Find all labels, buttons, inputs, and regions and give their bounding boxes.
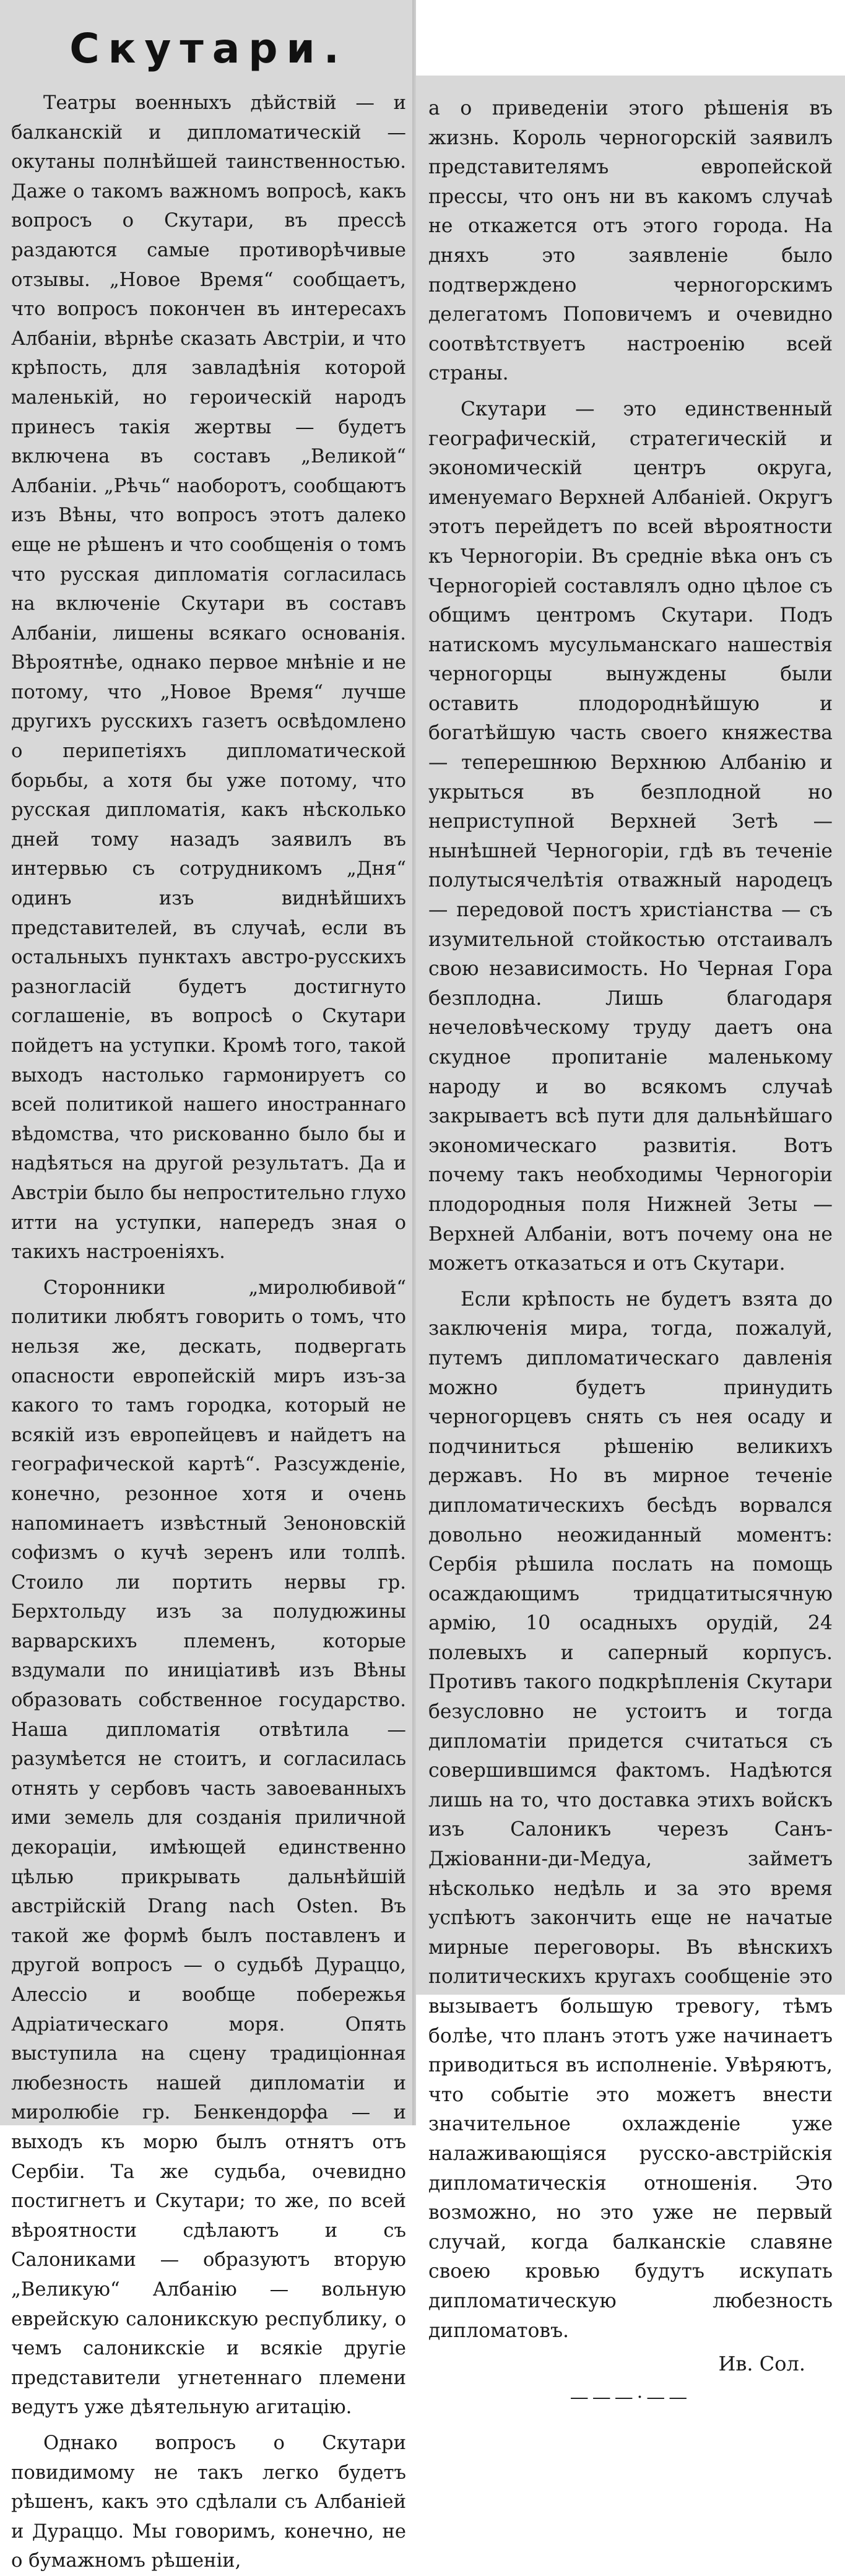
- left-column-clipping: [0, 0, 414, 2572]
- article-paragraph: Если крѣпость не будетъ взята до заключенія мира, тогда, пожалуй, путемъ дипломатическаго давленія можно будетъ принудить черногорцевъ снять съ нея осаду и подчиниться рѣшенію великихъ державъ. Но въ мирное теченіе дипломатическихъ бесѣдъ ворвался довольно неожиданный моментъ: Сербія рѣшила послать на помощь осаждающимъ тридцатитысячную армію, 10 осадныхъ орудій, 24 полевыхъ и саперный корпусъ. Противъ такого подкрѣпленія Скутари безусловно не устоитъ и тогда дипломатіи придется считаться съ совершившимся фактомъ. Надѣются лишь на то, что доставка этихъ войскъ изъ Салоникъ черезъ Санъ-Джіованни-ди-Медуа, займетъ нѣсколько недѣль и за это время успѣютъ закончить еще не начатые мирные переговоры. Въ вѣнскихъ политическихъ кругахъ сообщеніе это вызываетъ большую тревогу, тѣмъ болѣе, что планъ этотъ уже начинаетъ приводиться въ исполненіе. Увѣряютъ, что событіе это можетъ внести значительное охлажденіе уже налаживающіяся русско-австрійскія дипломатическія отношенія. Это возможно, но это уже не первый случай, когда балканскіе славяне своею кровью будутъ искупать дипломатическую любезность дипломатовъ.: [428, 1288, 833, 2342]
- article-paragraph: Скутари — это единственный географическій, стратегическій и экономическій центръ округа, именуемаго Верхней Албаніей. Округъ этотъ перейдетъ по всей вѣроятности къ Черногоріи. Въ средніе вѣка онъ съ Черногоріей составлялъ одно цѣлое съ общимъ центромъ Скутари. Подъ натискомъ мусульманскаго нашествія черногорцы вынуждены были оставить плодороднѣйшую и богатѣйшую часть своего княжества — теперешнюю Верхнюю Албанію и укрыться въ безплодной но неприступной Верхней Зетѣ — нынѣшней Черногоріи, гдѣ въ теченіе полутысячелѣтія отважный народецъ — передовой постъ христіанства — съ изумительной стойкостью отстаивалъ свою независимость. Но Черная Гора безплодна. Лишь благодаря нечеловѣческому труду даетъ она скудное пропитаніе маленькому народу и во всякомъ случаѣ закрываетъ всѣ пути для дальнѣйшаго экономическаго развитія. Вотъ почему такъ необходимы Черногоріи плодородныя поля Нижней Зеты — Верхней Албаніи, вотъ почему она не можетъ отказаться и отъ Скутари.: [428, 397, 833, 1275]
- end-divider: ———·——: [570, 2387, 691, 2409]
- article-paragraph: Однако вопросъ о Скутари повидимому не такъ легко будетъ рѣшенъ, какъ это сдѣлали съ Албаніей и Дураццо. Мы говоримъ, конечно, не о бумажномъ рѣшеніи,: [11, 2432, 406, 2572]
- right-column-clipping: [416, 76, 845, 2409]
- author-signature: Ив. Сол.: [718, 2352, 805, 2376]
- article-title: Скутари.: [69, 25, 348, 72]
- article-paragraph: Театры военныхъ дѣйствій — и балканскій и дипломатическій — окутаны полнѣйшей таинственностью. Даже о такомъ важномъ вопросѣ, какъ вопросъ о Скутари, въ прессѣ раздаются самые противорѣчивые отзывы. „Новое Время“ сообщаетъ, что вопросъ покончен въ интересахъ Албаніи, вѣрнѣе сказать Австріи, и что крѣпость, для завладѣнія которой маленькій, но героическій народъ принесъ такія жертвы — будетъ включена въ составъ „Великой“ Албаніи. „Рѣчь“ наоборотъ, сообщаютъ изъ Вѣны, что вопросъ этотъ далеко еще не рѣшенъ и что сообщенія о томъ что русская дипломатія согласилась на включеніе Скутари въ составъ Албаніи, лишены всякаго основанія. Вѣроятнѣе, однако первое мнѣніе и не потому, что „Новое Время“ лучше другихъ русскихъ газетъ освѣдомлено о перипетіяхъ дипломатической борьбы, а хотя бы уже потому, что русская дипломатія, какъ нѣсколько дней тому назадъ заявилъ въ интервью съ сотрудникомъ „Дня“ одинъ изъ виднѣйшихъ представителей, въ случаѣ, если въ остальныхъ пунктахъ австро-русскихъ разногласій будетъ достигнуто соглашеніе, въ вопросѣ о Скутари пойдетъ на уступки. Кромѣ того, такой выходъ настолько гармонируетъ со всей политикой нашего иностраннаго вѣдомства, что рискованно было бы и надѣяться на другой результатъ. Да и Австріи было бы непростительно глухо итти на уступки, напередъ зная о такихъ настроеніяхъ.: [11, 92, 406, 1264]
- article-paragraph: а о приведеніи этого рѣшенія въ жизнь. Король черногорскій заявилъ представителямъ европейской прессы, что онъ ни въ какомъ случаѣ не откажется отъ этого города. На дняхъ это заявленіе было подтверждено черногорскимъ делегатомъ Поповичемъ и очевидно соотвѣтствуетъ настроенію всей страны.: [428, 97, 833, 385]
- article-paragraph: Сторонники „миролюбивой“ политики любятъ говорить о томъ, что нельзя же, дескать, подвергать опасности европейскій миръ изъ-за какого то тамъ городка, который не всякій изъ европейцевъ и найдетъ на географической картѣ“. Разсужденіе, конечно, резонное хотя и очень напоминаетъ извѣстный Зеноновскій софизмъ о кучѣ зеренъ или толпѣ. Стоило ли портить нервы гр. Берхтольду изъ за полудюжины варварскихъ племенъ, которые вздумали по иниціативѣ изъ Вѣны образовать собственное государство. Наша дипломатія отвѣтила — разумѣется не стоитъ, и согласилась отнять у сербовъ часть завоеванныхъ ими земель для созданія приличной декораціи, имѣющей единственно цѣлью прикрывать дальнѣйшій австрійскій Drang nach Osten. Въ такой же формѣ былъ поставленъ и другой вопросъ — о судьбѣ Дураццо, Алессіо и вообще побережья Адріатическаго моря. Опять выступила на сцену традиціонная любезность нашей дипломатіи и миролюбіе гр. Бенкендорфа — и выходъ къ морю былъ отнятъ отъ Сербіи. Та же судьба, очевидно постигнетъ и Скутари; то же, по всей вѣроятности сдѣлаютъ и съ Салониками — образуютъ вторую „Великую“ Албанію — вольную еврейскую салоникскую республику, о чемъ салоникскіе и всякіе другіе представители угнетеннаго племени ведутъ уже дѣятельную агитацію.: [11, 1277, 406, 2419]
